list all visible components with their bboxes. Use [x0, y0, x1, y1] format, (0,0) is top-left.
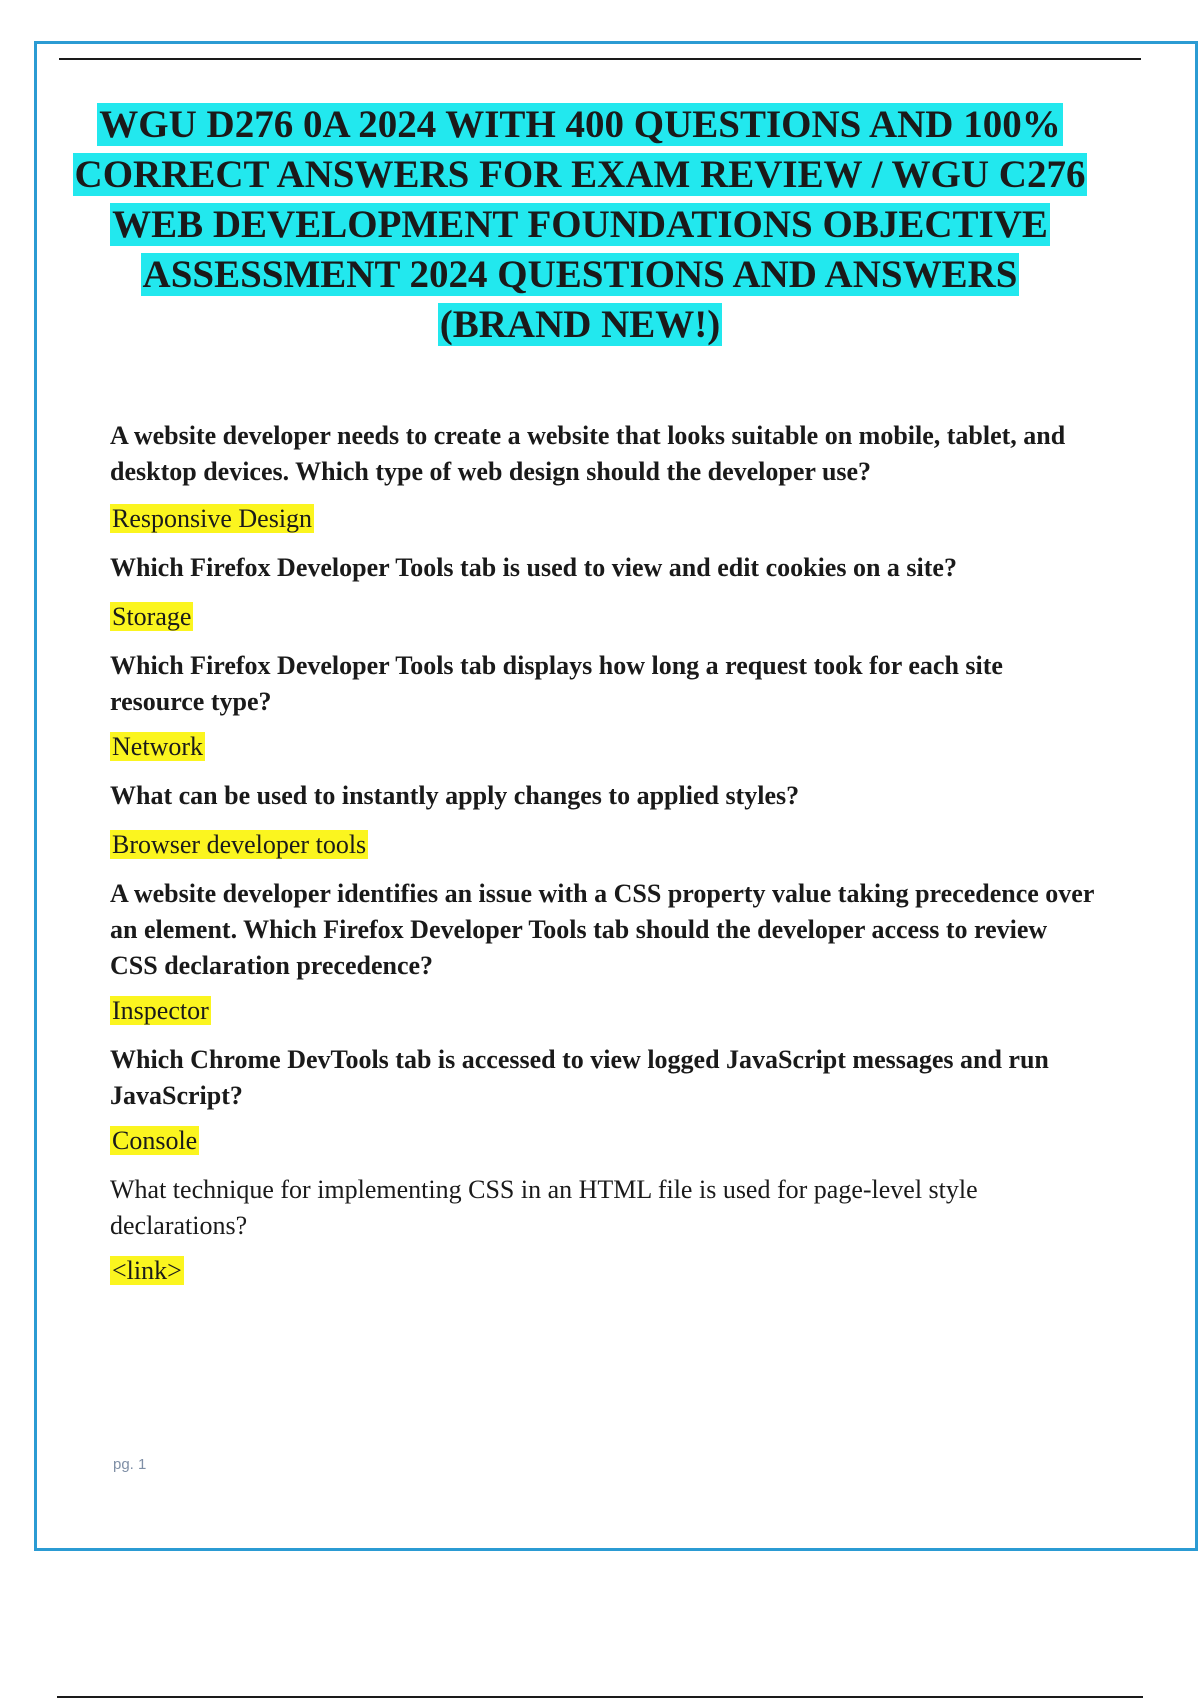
- answer-5-text: Inspector: [112, 996, 209, 1025]
- answer-1-text: Responsive Design: [112, 504, 313, 533]
- answer-6-text: Console: [112, 1126, 198, 1155]
- answer-2: [110, 600, 1100, 634]
- answer-1: [110, 502, 1100, 536]
- question-3: Which Firefox Developer Tools tab displays how long a request took for each site resource type?: [110, 651, 1003, 716]
- question-2: Which Firefox Developer Tools tab is used to view and edit cookies on a site?: [110, 553, 957, 582]
- qa-list: [110, 418, 1100, 1302]
- answer-6: [110, 1124, 1100, 1158]
- answer-7: [110, 1254, 1100, 1288]
- answer-4: [110, 828, 1100, 862]
- question-7: What technique for implementing CSS in an HTML file is used for page-level style declarations?: [110, 1175, 978, 1240]
- bottom-rule: [57, 1696, 1143, 1698]
- question-5: A website developer identifies an issue with a CSS property value taking precedence over an element. Which Firefox Developer Tools tab should the developer access to review CSS declaration precedence?: [110, 879, 1094, 980]
- answer-3-text: Network: [112, 732, 203, 761]
- document-title-text: WGU D276 0A 2024 WITH 400 QUESTIONS AND 100% CORRECT ANSWERS FOR EXAM REVIEW / WGU C276 WEB DEVELOPMENT FOUNDATIONS OBJECTIVE ASSESSMENT 2024 QUESTIONS AND ANSWERS (BRAND NEW!): [74, 103, 1086, 346]
- answer-4-text: Browser developer tools: [112, 830, 367, 859]
- answer-5: [110, 994, 1100, 1028]
- answer-3: [110, 730, 1100, 764]
- question-4: What can be used to instantly apply changes to applied styles?: [110, 781, 800, 810]
- document-title: [70, 100, 1090, 350]
- page-number: pg. 1: [113, 1456, 147, 1473]
- answer-2-text: Storage: [112, 602, 192, 631]
- question-6: Which Chrome DevTools tab is accessed to view logged JavaScript messages and run JavaScript?: [110, 1045, 1049, 1110]
- top-rule: [59, 58, 1141, 60]
- question-1: A website developer needs to create a website that looks suitable on mobile, tablet, and desktop devices. Which type of web design should the developer use?: [110, 421, 1066, 486]
- answer-7-text: <link>: [112, 1256, 182, 1285]
